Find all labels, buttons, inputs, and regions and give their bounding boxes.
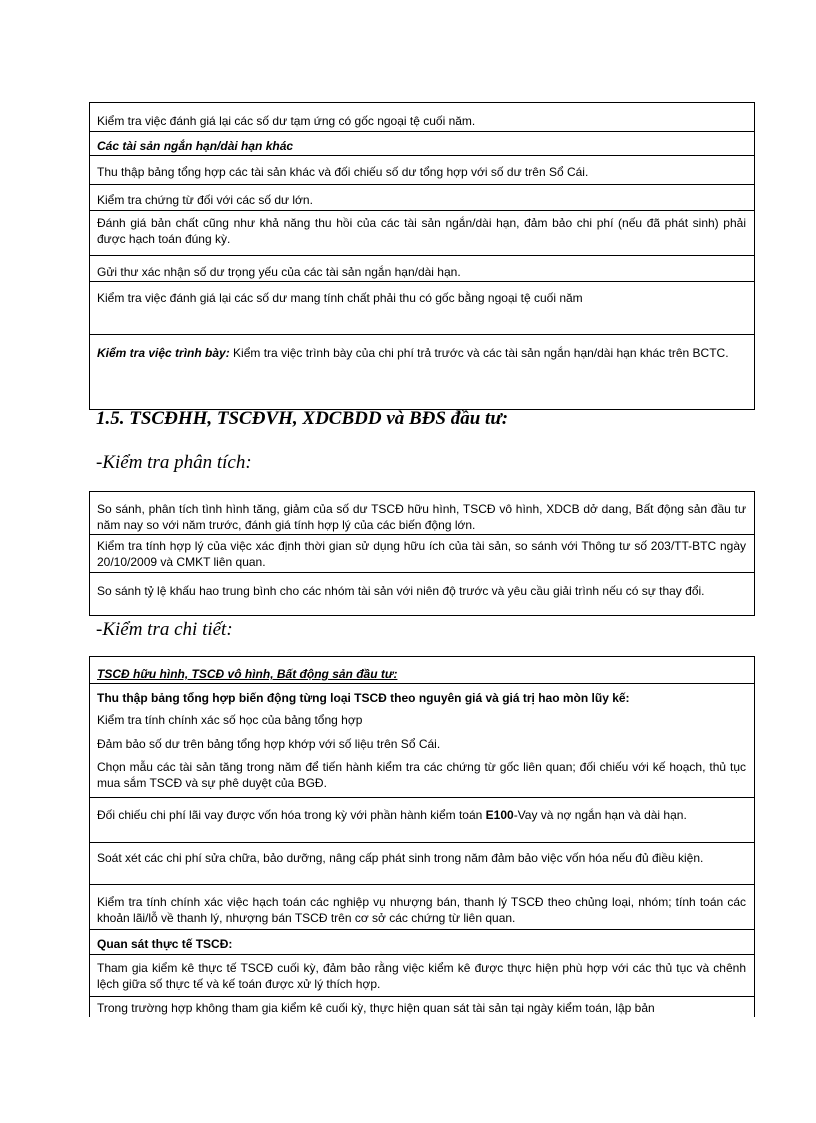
interest-text-tail: -Vay và nợ ngắn hạn và dài hạn.: [513, 808, 687, 822]
table-row: Thu thập bảng tổng hợp các tài sản khác và đối chiếu số dư tổng hợp với số dư trên Sổ Cái.: [90, 156, 754, 185]
table-row: Kiểm tra tính chính xác việc hạch toán các nghiệp vụ nhượng bán, thanh lý TSCĐ theo chủng loại, nhóm; tính toán các khoản lãi/lỗ về thanh lý, nhượng bán TSCĐ trên cơ sở các chứng từ liên quan.: [90, 885, 754, 930]
interest-text: Đối chiếu chi phí lãi vay được vốn hóa trong kỳ với phần hành kiểm toán: [97, 808, 486, 822]
table-row: Kiểm tra tính chính xác số học của bảng tổng hợp: [97, 713, 363, 727]
table-row: So sánh tỷ lệ khấu hao trung bình cho các nhóm tài sản với niên độ trước và yêu cầu giải trình nếu có sự thay đổi.: [90, 573, 754, 616]
table-analytic: [89, 491, 755, 616]
table-row: Gửi thư xác nhận số dư trọng yếu của các tài sản ngắn hạn/dài hạn.: [90, 256, 754, 282]
detail-heading: -Kiểm tra chi tiết:: [96, 619, 233, 640]
table-row: Chọn mẫu các tài sản tăng trong năm để tiến hành kiểm tra các chứng từ gốc liên quan; đối chiếu với kế hoạch, thủ tục mua sắm TSCĐ và sự phê duyệt của BGĐ.: [90, 756, 754, 798]
table-row-header: TSCĐ hữu hình, TSCĐ vô hình, Bất động sản đầu tư:: [90, 657, 754, 684]
table-row: Soát xét các chi phí sửa chữa, bảo dưỡng, nâng cấp phát sinh trong năm đảm bảo việc vốn hóa nếu đủ điều kiện.: [90, 843, 754, 885]
table-row-subheader: Quan sát thực tế TSCĐ:: [90, 930, 754, 955]
analytic-heading: -Kiểm tra phân tích:: [96, 452, 252, 473]
presentation-label: Kiểm tra việc trình bày:: [97, 346, 230, 360]
table-row: Kiểm tra việc đánh giá lại các số dư mang tính chất phải thu có gốc bằng ngoại tệ cuối năm: [97, 291, 583, 305]
table-row: Kiểm tra tính hợp lý của việc xác định thời gian sử dụng hữu ích của tài sản, so sánh với Thông tư số 203/TT-BTC ngày 20/10/2009 và CMKT liên quan.: [90, 535, 754, 573]
table-other-assets: [89, 102, 755, 410]
table-row-subheader: Thu thập bảng tổng hợp biến động từng loại TSCĐ theo nguyên giá và giá trị hao mòn lũy kế:: [97, 691, 630, 705]
table-row: Tham gia kiểm kê thực tế TSCĐ cuối kỳ, đảm bảo rằng việc kiểm kê được thực hiện phù hợp với các thủ tục và chênh lệch giữa số thực tế và kế toán được xử lý thích hợp.: [90, 955, 754, 997]
ref-code: E100: [485, 808, 514, 822]
table-row-header: Các tài sản ngắn hạn/dài hạn khác: [90, 132, 754, 156]
table-row-presentation: [90, 334, 754, 410]
table-row: Đảm bảo số dư trên bảng tổng hợp khớp với số liệu trên Sổ Cái.: [97, 737, 441, 751]
presentation-text: Kiểm tra việc trình bày của chi phí trả trước và các tài sản ngắn hạn/dài hạn khác trên BCTC.: [229, 346, 729, 360]
section-heading: 1.5. TSCĐHH, TSCĐVH, XDCBDD và BĐS đầu tư:: [96, 408, 509, 429]
table-row: Đánh giá bản chất cũng như khả năng thu hồi của các tài sản ngắn/dài hạn, đảm bảo chi phí (nếu đã phát sinh) phải được hạch toán đúng kỳ.: [90, 211, 754, 256]
table-row: Trong trường hợp không tham gia kiểm kê cuối kỳ, thực hiện quan sát tài sản tại ngày kiểm toán, lập bản: [97, 1001, 655, 1015]
table-row: Kiểm tra việc đánh giá lại các số dư tạm ứng có gốc ngoại tệ cuối năm.: [90, 103, 754, 132]
table-row: [90, 798, 754, 843]
table-row: Kiểm tra chứng từ đối với các số dư lớn.: [90, 185, 754, 211]
table-row: So sánh, phân tích tình hình tăng, giảm của số dư TSCĐ hữu hình, TSCĐ vô hình, XDCB dở dang, Bất động sản đầu tư năm nay so với năm trước, đánh giá tính hợp lý của các biến động lớn.: [90, 492, 754, 535]
table-detail: [89, 656, 755, 1017]
